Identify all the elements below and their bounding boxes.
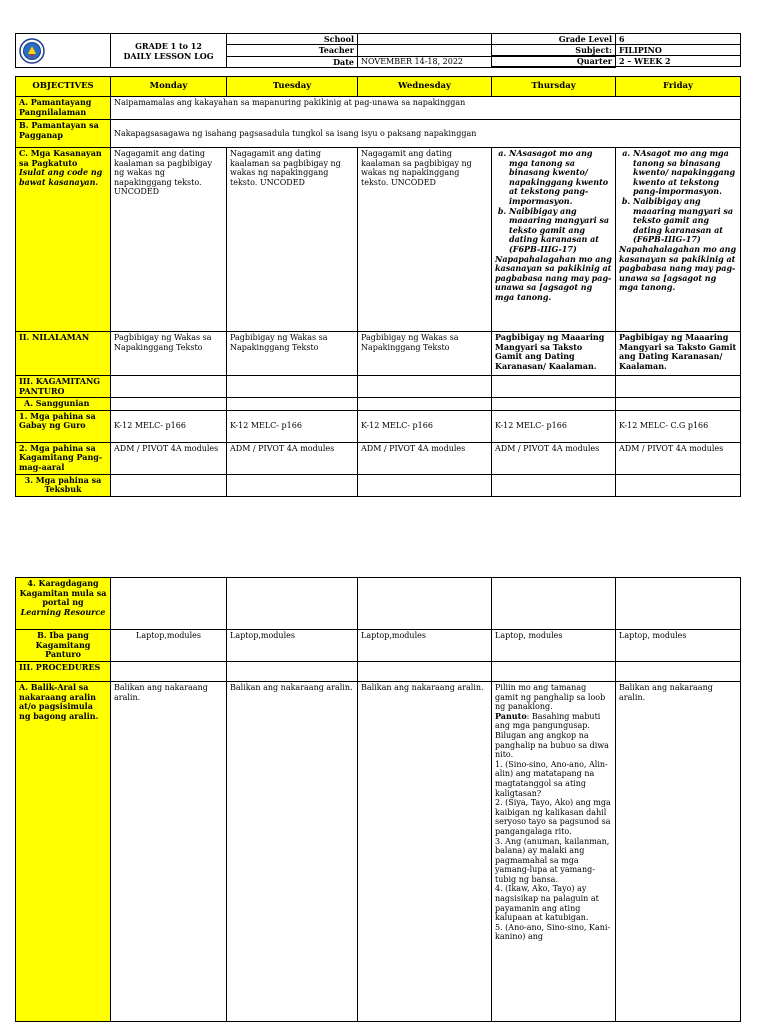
row-kagamitan-label: 2. Mga pahina sa Kagamitang Pang-mag-aaral	[16, 442, 111, 474]
row-karagdagan-label-lr: Learning Resource	[20, 606, 106, 617]
subject-label: Subject:	[492, 45, 616, 56]
row-kagamitan-mon: ADM / PIVOT 4A modules	[111, 442, 227, 474]
balik-thu-panuto	[495, 712, 612, 760]
grade-title: GRADE 1 to 12	[135, 40, 202, 51]
row-c-tue: Nagagamit ang dating kaalaman sa pagbibigay ng wakas ng napakinggang teksto. UNCODED	[227, 148, 358, 332]
row-b-text: Nakapagsasagawa ng isahang pagsasadula tungkol sa isang isyu o paksang napakinggan	[111, 120, 741, 148]
row-karagdagan-label-text: 4. Karagdagang Kagamitan mula sa portal ng	[19, 578, 107, 608]
row-c-thu	[492, 148, 616, 332]
school-label: School	[227, 34, 358, 45]
row-balik-mon: Balikan ang nakaraang aralin.	[111, 682, 227, 1022]
row-teksbuk-label: 3. Mga pahina sa Teksbuk	[16, 474, 111, 496]
row-gabay-label: 1. Mga pahina sa Gabay ng Guro	[16, 410, 111, 442]
row-balik-thu	[492, 682, 616, 1022]
col-thursday: Thursday	[492, 77, 616, 97]
deped-seal-icon	[19, 38, 45, 64]
row-gabay-tue: K-12 MELC- p166	[227, 410, 358, 442]
header-title-cell	[111, 34, 227, 68]
row-c-label	[16, 148, 111, 332]
subject-value: FILIPINO	[616, 45, 741, 56]
row-gabay-fri: K-12 MELC- C.G p166	[616, 410, 741, 442]
procedures-table	[15, 577, 741, 1022]
quarter-value: 2 – WEEK 2	[616, 56, 741, 67]
row-balik-tue: Balikan ang nakaraang aralin.	[227, 682, 358, 1022]
col-objectives: OBJECTIVES	[16, 77, 111, 97]
row-kagamitan-fri: ADM / PIVOT 4A modules	[616, 442, 741, 474]
row-kagamitan-thu: ADM / PIVOT 4A modules	[492, 442, 616, 474]
balik-thu-q1: 1. (Sino-sino, Ano-ano, Alin-alin) ang matatapang na magtatanggol sa ating kaligtasan?	[495, 759, 608, 798]
row-ii-mon: Pagbibigay ng Wakas sa Napakinggang Teksto	[111, 332, 227, 376]
balik-thu-q4: 4. (Ikaw, Ako, Tayo) ay nagsisikap na palaguin at payamanin ang ating kalupaan at katubigan.	[495, 884, 599, 923]
col-friday: Friday	[616, 77, 741, 97]
balik-thu-q3: 3. Ang (anuman, kailanman, balana) ay malaki ang pagmamahal sa mga yamang-lupa at yamang-tubig ng bansa.	[495, 836, 610, 884]
col-wednesday: Wednesday	[358, 77, 492, 97]
row-kagamitan-wed: ADM / PIVOT 4A modules	[358, 442, 492, 474]
row-ii-fri: Pagbibigay ng Maaaring Mangyari sa Taksto Gamit ang Dating Karanasan/ Kaalaman.	[616, 332, 741, 376]
grade-level-label: Grade Level	[492, 34, 616, 45]
row-iba-tue: Laptop,modules	[227, 630, 358, 662]
balik-thu-panuto-text: : Basahing mabuti ang mga pangungusap. Bilugan ang angkop na panghalip na bubuo sa diwa nito.	[495, 711, 609, 760]
row-iba-thu: Laptop, modules	[492, 630, 616, 662]
row-gabay-wed: K-12 MELC- p166	[358, 410, 492, 442]
row-ii-wed: Pagbibigay ng Wakas sa Napakinggang Teksto	[358, 332, 492, 376]
row-iii-label: III. KAGAMITANG PANTURO	[16, 376, 111, 398]
row-balik-wed: Balikan ang nakaraang aralin.	[358, 682, 492, 1022]
quarter-label: Quarter	[492, 56, 616, 67]
row-ii-label: II. NILALAMAN	[16, 332, 111, 376]
row-gabay-mon: K-12 MELC- p166	[111, 410, 227, 442]
row-iba-label: B. Iba pang Kagamitang Panturo	[16, 630, 111, 662]
row-c-fri-a: a. NAsagot mo ang mga tanong sa binasang kwento/ napakinggang kwento at tekstong pang-impormasyon.	[633, 149, 737, 197]
header-right-table	[491, 33, 741, 67]
row-iba-mon: Laptop,modules	[111, 630, 227, 662]
date-label: Date	[227, 56, 358, 67]
date-value: NOVEMBER 14-18, 2022	[358, 56, 616, 67]
objectives-table	[15, 76, 741, 497]
col-monday: Monday	[111, 77, 227, 97]
row-c-thu-extra: Napapahalagahan mo ang kasanayan sa pakikinig at pagbabasa nang may pag-unawa sa [agsagot ng mga tanong.	[495, 253, 612, 302]
row-c-fri-extra: Napahahalagahan mo ang kasanayan sa pakikinig at pagbabasa nang may pag-unawa sa [agsagot ng mga tanong.	[619, 243, 737, 293]
row-balik-fri: Balikan ang nakaraang aralin.	[616, 682, 741, 1022]
row-c-label-title: C. Mga Kasanayan sa Pagkatuto	[19, 148, 102, 168]
row-karagdagan-label	[16, 578, 111, 630]
row-kagamitan-tue: ADM / PIVOT 4A modules	[227, 442, 358, 474]
col-tuesday: Tuesday	[227, 77, 358, 97]
row-ii-tue: Pagbibigay ng Wakas sa Napakinggang Teksto	[227, 332, 358, 376]
row-c-thu-a: a. NAsasagot mo ang mga tanong sa binasang kwento/ napakinggang kwento at tekstong pang-impormasyon.	[509, 149, 612, 207]
row-c-wed: Nagagamit ang dating kaalaman sa pagbibigay ng wakas ng napakinggang teksto. UNCODED	[358, 148, 492, 332]
row-sanggunian-label: A. Sanggunian	[16, 398, 111, 411]
header-logo-cell	[16, 34, 111, 68]
row-a-text: Naipamamalas ang kakayahan sa mapanuring pakikinig at pag-unawa sa napakinggan	[111, 97, 741, 120]
row-c-label-note: Isulat ang code ng bawat kasanayan.	[19, 167, 103, 187]
row-a-label: A. Pamantayang Pangnilalaman	[16, 97, 111, 120]
row-c-fri	[616, 148, 741, 332]
teacher-label: Teacher	[227, 45, 358, 56]
balik-thu-intro: Piliin mo ang tamanag gamit ng panghalip sa loob ng panaklong.	[495, 683, 606, 712]
balik-thu-q5: 5. (Ano-ano, Sino-sino, Kani-kanino) ang	[495, 922, 611, 942]
row-c-fri-b: b. Naibibigay ang maaaring mangyari sa teksto gamit ang dating karanasan at (F6PB-IIIG-17)	[633, 197, 737, 245]
balik-thu-q2: 2. (Siya, Tayo, Ako) ang mga kaibigan ng kalikasan dahil seryoso tayo sa pagsunod sa pangangalaga rito.	[495, 798, 611, 836]
balik-thu-panuto-label: Panuto	[495, 710, 527, 721]
row-b-label: B. Pamantayan sa Pagganap	[16, 120, 111, 148]
row-c-mon: Nagagamit ang dating kaalaman sa pagbibigay ng wakas ng napakinggang teksto. UNCODED	[111, 148, 227, 332]
row-ii-thu: Pagbibigay ng Maaaring Mangyari sa Taksto Gamit ang Dating Karanasan/ Kaalaman.	[492, 332, 616, 376]
row-iba-wed: Laptop,modules	[358, 630, 492, 662]
row-gabay-thu: K-12 MELC- p166	[492, 410, 616, 442]
row-procedures-label: III. PROCEDURES	[16, 662, 111, 682]
row-balik-label: A. Balik-Aral sa nakaraang aralin at/o pagsisimula ng bagong aralin.	[16, 682, 111, 1022]
log-title: DAILY LESSON LOG	[123, 50, 214, 61]
row-c-thu-b: b. Naibibigay ang maaaring mangyari sa teksto gamit ang dating karanasan at (F6PB-IIIG-17)	[509, 207, 612, 255]
row-iba-fri: Laptop, modules	[616, 630, 741, 662]
grade-level-value: 6	[616, 34, 741, 45]
